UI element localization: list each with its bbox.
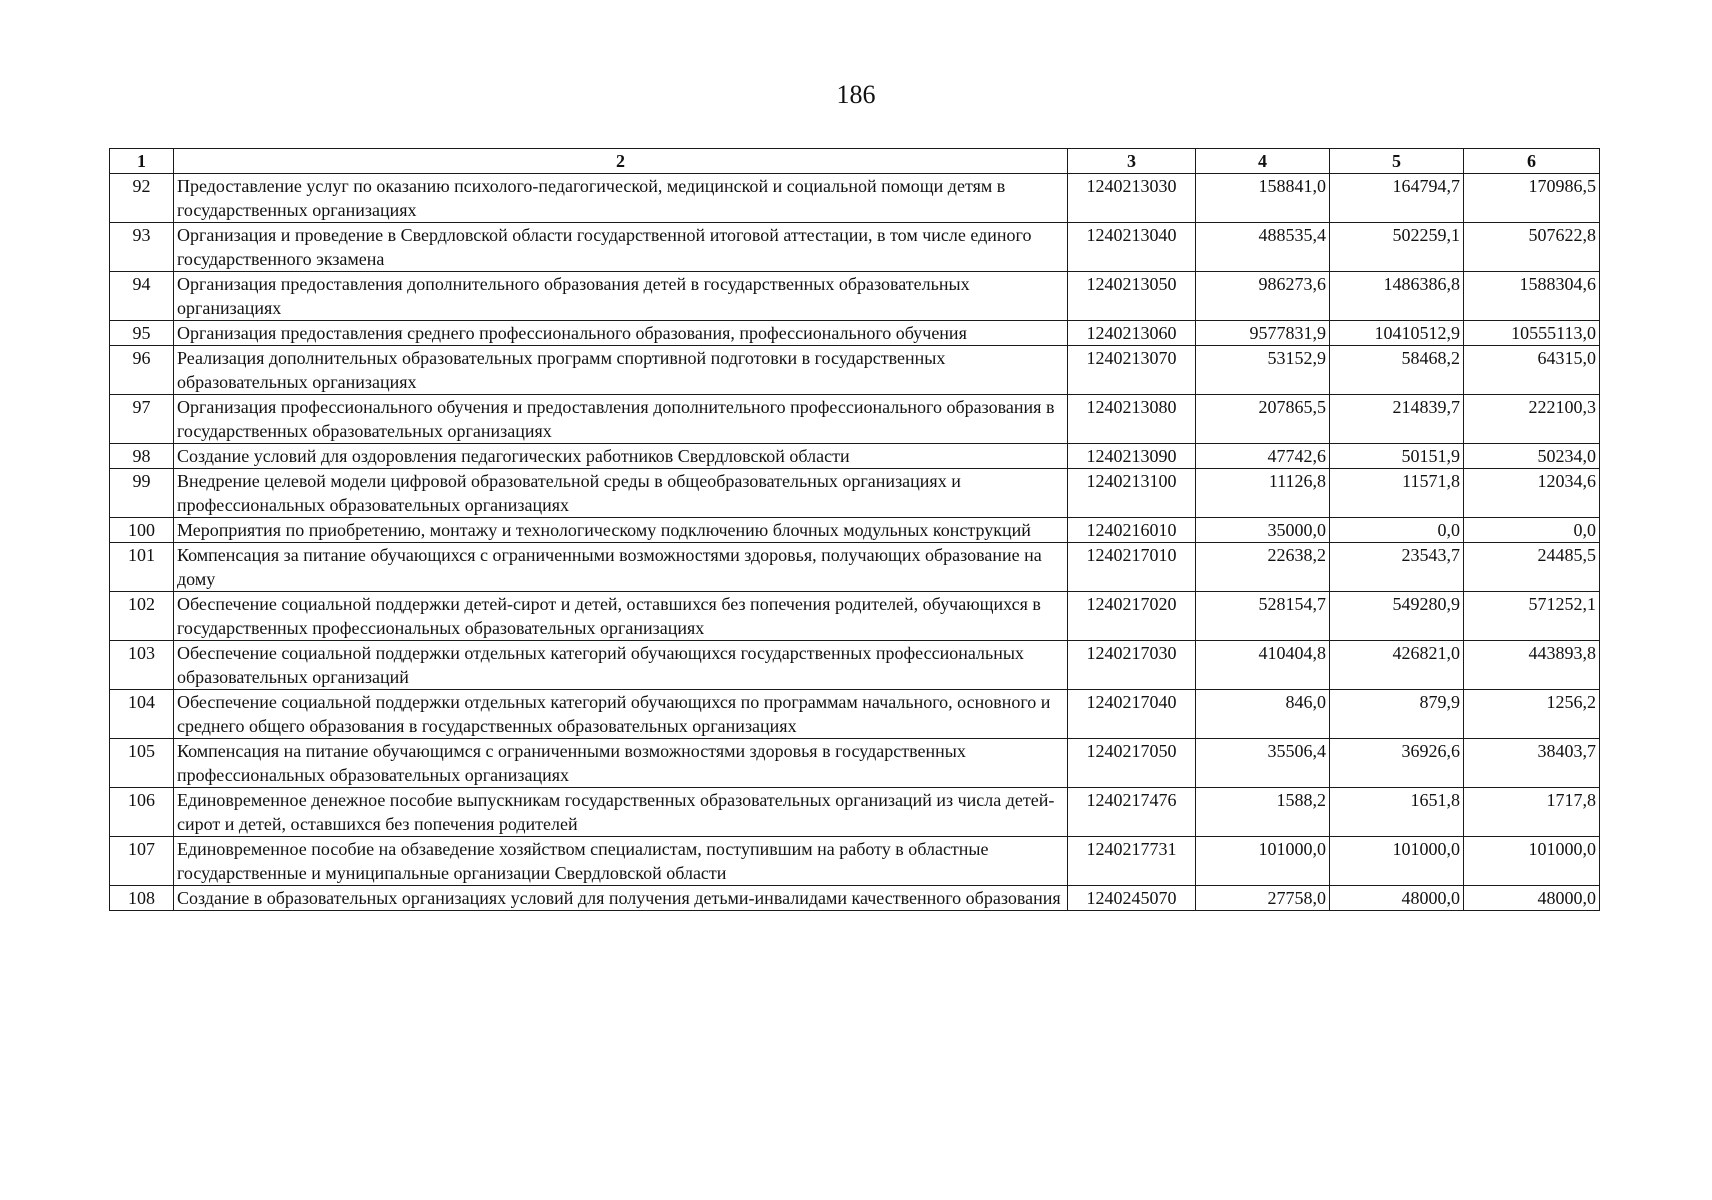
row-description: Обеспечение социальной поддержки отдельных категорий обучающихся государственных профессиональных образовательных организаций [174, 641, 1068, 690]
row-code: 1240213030 [1068, 174, 1196, 223]
row-code: 1240217030 [1068, 641, 1196, 690]
row-code: 1240213040 [1068, 223, 1196, 272]
row-value-col6: 12034,6 [1464, 469, 1600, 518]
row-number: 98 [110, 444, 174, 469]
row-description: Мероприятия по приобретению, монтажу и технологическому подключению блочных модульных конструкций [174, 518, 1068, 543]
table-row [110, 690, 1600, 739]
row-value-col4: 11126,8 [1196, 469, 1330, 518]
row-value-col4: 9577831,9 [1196, 321, 1330, 346]
row-number: 93 [110, 223, 174, 272]
row-description: Внедрение целевой модели цифровой образовательной среды в общеобразовательных организациях и профессиональных образовательных организациях [174, 469, 1068, 518]
row-value-col4: 35000,0 [1196, 518, 1330, 543]
row-description: Организация предоставления среднего профессионального образования, профессионального обучения [174, 321, 1068, 346]
row-code: 1240213070 [1068, 346, 1196, 395]
table-row [110, 223, 1600, 272]
row-value-col6: 507622,8 [1464, 223, 1600, 272]
row-value-col4: 47742,6 [1196, 444, 1330, 469]
row-description: Предоставление услуг по оказанию психолого-педагогической, медицинской и социальной помощи детям в государственных организациях [174, 174, 1068, 223]
row-number: 92 [110, 174, 174, 223]
table-row [110, 469, 1600, 518]
row-value-col4: 27758,0 [1196, 886, 1330, 911]
table-row [110, 641, 1600, 690]
row-value-col6: 443893,8 [1464, 641, 1600, 690]
row-value-col4: 22638,2 [1196, 543, 1330, 592]
header-row [110, 149, 1600, 174]
row-description: Создание в образовательных организациях условий для получения детьми-инвалидами качественного образования [174, 886, 1068, 911]
row-value-col5: 23543,7 [1330, 543, 1464, 592]
table-row [110, 518, 1600, 543]
row-value-col5: 11571,8 [1330, 469, 1464, 518]
budget-table [109, 148, 1600, 911]
row-value-col5: 426821,0 [1330, 641, 1464, 690]
row-value-col5: 36926,6 [1330, 739, 1464, 788]
row-code: 1240217050 [1068, 739, 1196, 788]
row-value-col5: 549280,9 [1330, 592, 1464, 641]
row-value-col4: 101000,0 [1196, 837, 1330, 886]
row-code: 1240245070 [1068, 886, 1196, 911]
table-row [110, 886, 1600, 911]
table-row [110, 395, 1600, 444]
row-value-col6: 101000,0 [1464, 837, 1600, 886]
row-number: 104 [110, 690, 174, 739]
row-description: Единовременное денежное пособие выпускникам государственных образовательных организаций из числа детей-сирот и детей, оставшихся без попечения родителей [174, 788, 1068, 837]
table-row [110, 837, 1600, 886]
row-value-col5: 164794,7 [1330, 174, 1464, 223]
table-row [110, 592, 1600, 641]
row-value-col4: 488535,4 [1196, 223, 1330, 272]
table-row [110, 788, 1600, 837]
row-value-col5: 214839,7 [1330, 395, 1464, 444]
row-code: 1240217476 [1068, 788, 1196, 837]
table-row [110, 739, 1600, 788]
row-value-col6: 48000,0 [1464, 886, 1600, 911]
row-number: 101 [110, 543, 174, 592]
table-body [110, 174, 1600, 911]
row-value-col4: 528154,7 [1196, 592, 1330, 641]
header-col-3: 3 [1068, 149, 1196, 174]
row-value-col6: 170986,5 [1464, 174, 1600, 223]
row-value-col6: 50234,0 [1464, 444, 1600, 469]
row-number: 103 [110, 641, 174, 690]
row-description: Обеспечение социальной поддержки отдельных категорий обучающихся по программам начального, основного и среднего общего образования в государственных образовательных организациях [174, 690, 1068, 739]
row-value-col5: 10410512,9 [1330, 321, 1464, 346]
row-code: 1240216010 [1068, 518, 1196, 543]
row-description: Обеспечение социальной поддержки детей-сирот и детей, оставшихся без попечения родителей, обучающихся в государственных профессиональных образовательных организациях [174, 592, 1068, 641]
row-code: 1240213050 [1068, 272, 1196, 321]
row-number: 107 [110, 837, 174, 886]
row-value-col6: 10555113,0 [1464, 321, 1600, 346]
table-row [110, 321, 1600, 346]
row-value-col5: 50151,9 [1330, 444, 1464, 469]
row-description: Компенсация за питание обучающихся с ограниченными возможностями здоровья, получающих образование на дому [174, 543, 1068, 592]
row-value-col4: 1588,2 [1196, 788, 1330, 837]
row-code: 1240217010 [1068, 543, 1196, 592]
row-code: 1240213090 [1068, 444, 1196, 469]
row-number: 102 [110, 592, 174, 641]
page-number: 186 [836, 80, 876, 109]
row-value-col6: 24485,5 [1464, 543, 1600, 592]
row-code: 1240213060 [1068, 321, 1196, 346]
row-value-col4: 207865,5 [1196, 395, 1330, 444]
row-description: Организация предоставления дополнительного образования детей в государственных образовательных организациях [174, 272, 1068, 321]
header-col-5: 5 [1330, 149, 1464, 174]
row-code: 1240213080 [1068, 395, 1196, 444]
header-col-1: 1 [110, 149, 174, 174]
table-row [110, 174, 1600, 223]
row-value-col6: 222100,3 [1464, 395, 1600, 444]
row-value-col6: 1256,2 [1464, 690, 1600, 739]
row-value-col5: 48000,0 [1330, 886, 1464, 911]
table-row [110, 543, 1600, 592]
row-number: 97 [110, 395, 174, 444]
row-value-col6: 1588304,6 [1464, 272, 1600, 321]
row-value-col4: 986273,6 [1196, 272, 1330, 321]
row-number: 108 [110, 886, 174, 911]
row-value-col4: 410404,8 [1196, 641, 1330, 690]
row-description: Реализация дополнительных образовательных программ спортивной подготовки в государственных образовательных организациях [174, 346, 1068, 395]
row-value-col4: 35506,4 [1196, 739, 1330, 788]
row-value-col6: 571252,1 [1464, 592, 1600, 641]
row-value-col6: 0,0 [1464, 518, 1600, 543]
header-col-2: 2 [174, 149, 1068, 174]
row-description: Организация и проведение в Свердловской области государственной итоговой аттестации, в том числе единого государственного экзамена [174, 223, 1068, 272]
row-number: 95 [110, 321, 174, 346]
row-value-col4: 53152,9 [1196, 346, 1330, 395]
table-row [110, 272, 1600, 321]
row-value-col4: 846,0 [1196, 690, 1330, 739]
row-value-col6: 64315,0 [1464, 346, 1600, 395]
row-value-col4: 158841,0 [1196, 174, 1330, 223]
header-col-6: 6 [1464, 149, 1600, 174]
row-number: 106 [110, 788, 174, 837]
row-description: Компенсация на питание обучающимся с ограниченными возможностями здоровья в государственных профессиональных образовательных организациях [174, 739, 1068, 788]
row-value-col5: 1651,8 [1330, 788, 1464, 837]
row-value-col5: 1486386,8 [1330, 272, 1464, 321]
row-value-col5: 101000,0 [1330, 837, 1464, 886]
row-value-col6: 38403,7 [1464, 739, 1600, 788]
row-description: Организация профессионального обучения и предоставления дополнительного профессионального образования в государственных образовательных организациях [174, 395, 1068, 444]
row-number: 96 [110, 346, 174, 395]
row-value-col5: 502259,1 [1330, 223, 1464, 272]
row-number: 100 [110, 518, 174, 543]
row-value-col5: 0,0 [1330, 518, 1464, 543]
row-code: 1240217731 [1068, 837, 1196, 886]
row-description: Создание условий для оздоровления педагогических работников Свердловской области [174, 444, 1068, 469]
row-code: 1240217020 [1068, 592, 1196, 641]
table-row [110, 346, 1600, 395]
row-number: 99 [110, 469, 174, 518]
row-description: Единовременное пособие на обзаведение хозяйством специалистам, поступившим на работу в областные государственные и муниципальные организации Свердловской области [174, 837, 1068, 886]
header-col-4: 4 [1196, 149, 1330, 174]
row-value-col5: 879,9 [1330, 690, 1464, 739]
table-row [110, 444, 1600, 469]
row-value-col5: 58468,2 [1330, 346, 1464, 395]
row-value-col6: 1717,8 [1464, 788, 1600, 837]
row-code: 1240217040 [1068, 690, 1196, 739]
row-number: 94 [110, 272, 174, 321]
row-number: 105 [110, 739, 174, 788]
row-code: 1240213100 [1068, 469, 1196, 518]
